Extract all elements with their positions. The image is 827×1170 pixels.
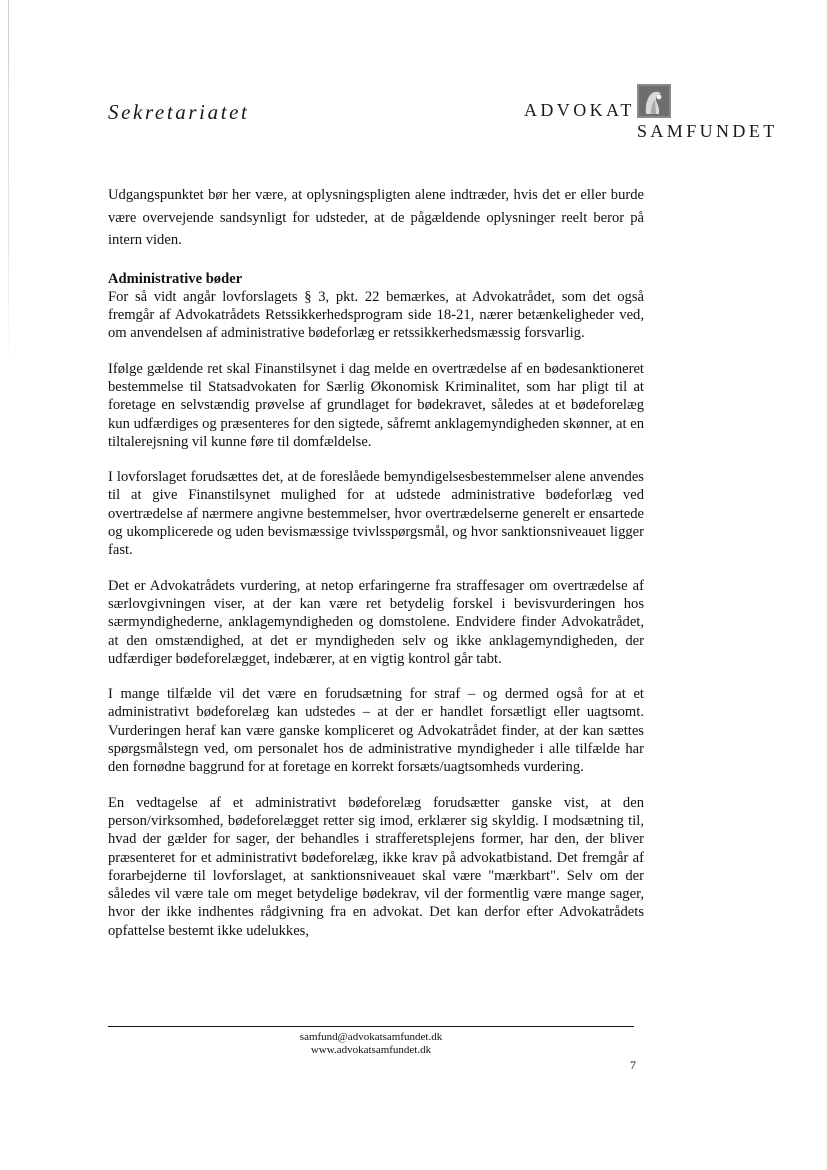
advokatsamfundet-emblem-icon	[637, 84, 671, 118]
logo-text-bottom: SAMFUNDET	[637, 121, 778, 141]
scan-edge	[8, 0, 9, 370]
footer-divider	[108, 1026, 634, 1027]
body-paragraph: En vedtagelse af et administrativt bødeforelæg forudsætter ganske vist, at den person/virksomhed, bødeforelægget retter sig imod, erklærer sig skyldig. I modsætning til, hvad der gælder for sager, der behandles i strafferetsplejens former, har den, der bliver præsenteret for et administrativt bødeforelæg, ikke krav på advokatbistand. Det fremgår af forarbejderne til lovforslaget, at sanktionsniveauet skal være "mærkbart". Selv om der således vil være tale om meget betydelige bødekrav, vil der formentlig være mange sager, hvor der ikke indhentes rådgivning fra en advokat. Det kan derfor efter Advokatrådets opfattelse bestemt ikke udelukkes,	[108, 794, 644, 939]
body-paragraph: I mange tilfælde vil det være en forudsætning for straf – og dermed også for at et administrativt bødeforelæg kan udstedes – at der er handlet forsætligt eller uagtsomt. Vurderingen heraf kan være ganske kompliceret og Advokatrådet finder, at der kan sættes spørgsmålstegn ved, om personalet hos de administrative myndigheder i alle tilfælde har den fornødne baggrund for at foretage en korrekt forsæts/uagtsomheds vurdering.	[108, 686, 644, 776]
letter-body	[108, 184, 644, 957]
body-paragraph: I lovforslaget forudsættes det, at de foreslåede bemyndigelsesbestemmelser alene anvendes til at give Finanstilsynet mulighed for at udstede administrative bødeforlæg ved overtrædelse af nærmere angivne bestemmelser, hvor overtrædelserne generelt er ensartede og ukomplicerede og uden bevismæssige tvivlsspørgsmål, og hvor sanktionsniveauet ligger fast.	[108, 469, 644, 559]
section-heading: Administrative bøder	[108, 270, 243, 287]
footer-website: www.advokatsamfundet.dk	[310, 1044, 432, 1056]
body-paragraph: Ifølge gældende ret skal Finanstilsynet i dag melde en overtrædelse af en bødesanktioneret bestemmelse til Statsadvokaten for Særlig Økonomisk Kriminalitet, som har pligt til at foretage en selvstændig prøvelse af grundlaget for bødekravet, således at et bødeforelæg kun udfærdiges og præsenteres for den sigtede, såfremt anklagemyndigheden skønner, at en tiltalerejsning vil kunne føre til domfældelse.	[108, 360, 644, 450]
footer-email: samfund@advokatsamfundet.dk	[299, 1031, 443, 1043]
body-paragraph: For så vidt angår lovforslagets § 3, pkt. 22 bemærkes, at Advokatrådet, som det også fremgår af Advokatrådets Retssikkerhedsprogram side 18-21, nærer betænkeligheder ved, om anvendelsen af administrative bødeforlæg er retssikkerhedsmæssig forsvarlig.	[108, 288, 644, 342]
page-number: 7	[630, 1058, 636, 1072]
logo-text-top: ADVOKAT	[524, 100, 635, 120]
intro-paragraph: Udgangspunktet bør her være, at oplysningspligten alene indtræder, hvis det er eller burde være overvejende sandsynligt for udsteder, at de pågældende oplysninger reelt beror på intern viden.	[108, 187, 644, 248]
body-paragraph: Det er Advokatrådets vurdering, at netop erfaringerne fra straffesager om overtrædelse af særlovgivningen viser, at der kan være ret betydelig forskel i bevisvurderingen hos særmyndighederne, anklagemyndigheden og domstolene. Endvidere finder Advokatrådet, at den omstændighed, at det er myndigheden selv og ikke anklagemyndigheden, der udfærdiger bødeforelægget, indebærer, at en vigtig kontrol går tabt.	[108, 577, 644, 667]
header-title: Sekretariatet	[108, 100, 250, 124]
